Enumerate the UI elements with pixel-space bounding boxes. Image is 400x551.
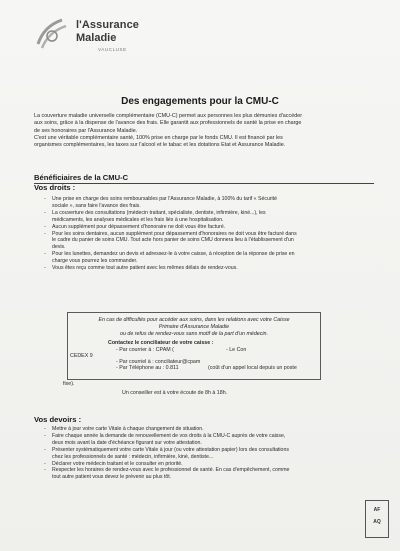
intro-line: organismes complémentaires, les taxes sur l'alcool et le tabac et les dotations Etat et Assurance Maladie. <box>34 142 286 149</box>
logo-line2: Maladie <box>76 32 117 44</box>
intro-line: aux soins, grâce à la dispense de l'avance des frais. Elle garantit aux professionnels de santé la prise en charge <box>34 120 302 127</box>
list-item: - Déclarer votre médecin traitant et le consulter en priorité. <box>44 461 366 468</box>
list-item: - Une prise en charge des soins remboursables par l'Assurance Maladie, à 100% du tarif « Sécurité sociale », sans faire l'avance des frais. <box>44 196 366 210</box>
logo-line1: l'Assurance <box>76 19 140 31</box>
box-line3: ou de refus de rendez-vous sans motif de la part d'un médecin. <box>120 331 268 337</box>
assurance-maladie-emblem-icon <box>32 14 74 54</box>
vos-droits-heading: Vos droits : <box>34 183 76 192</box>
afaq-badge <box>365 500 389 538</box>
intro-line: C'est une véritable complémentaire santé, 100% prise en charge par le fonds CMU. Il est financé par les <box>34 134 283 141</box>
contact-courriel[interactable]: - Par courriel à : conciliateur@cpam <box>116 359 201 365</box>
list-item: - Aucun supplément pour dépassement d'honoraire ne doit vous être facturé. <box>44 224 366 231</box>
list-item: - Vous êtes reçu comme tout autre patient avec les mêmes délais de rendez-vous. <box>44 265 366 272</box>
list-item: - Faire chaque année la demande de renouvellement de vos droits à la CMU-C auprès de votre caisse, deux mois avant la date d'échéance figurant sur votre attestation. <box>44 433 366 447</box>
beneficiaires-heading: Bénéficiaires de la CMU-C <box>34 173 374 184</box>
list-item: - Pour les lunettes, demandez un devis et adressez-le à votre caisse, à réception de la réponse de prise en charge vous pourrez les commander. <box>44 251 366 265</box>
contact-cedex: CEDEX 9 <box>70 353 93 359</box>
list-item: - Mettre à jour votre carte Vitale à chaque changement de situation. <box>44 426 366 433</box>
contact-courrier-right: - Le Con <box>226 347 247 353</box>
devoirs-list <box>44 426 366 481</box>
contact-courrier: - Par courrier à : CPAM ( <box>116 347 174 353</box>
badge-line1: AF <box>373 507 381 513</box>
vos-devoirs-heading: Vos devoirs : <box>34 415 82 424</box>
droits-list <box>44 196 366 272</box>
list-item: - La couverture des consultations (médecin traitant, spécialiste, dentiste, infirmière, kiné...), les médicaments, les analyses médicales et les frais liés à une hospitalisation. <box>44 210 366 224</box>
box-line1: En cas de difficultés pour accéder aux soins, dans les relations avec votre Caisse <box>98 317 290 323</box>
intro-line: La couverture maladie universelle complémentaire (CMU-C) permet aux personnes les plus démunies d'accéder <box>34 113 302 119</box>
assurance-maladie-logo <box>32 14 152 58</box>
conciliateur-box <box>67 312 321 380</box>
contact-hours: Un conseiller est à votre écoute de 8h à 18h. <box>122 390 228 396</box>
list-item: - Pour les soins dentaires, aucun supplément pour dépassement d'honoraires ne doit vous être facturé dans le cadre du panier de soins CMU. Tout acte hors panier de soins CMU donnera lieu à l'établissement d'un devis. <box>44 231 366 252</box>
page-title: Des engagements pour la CMU-C <box>121 96 279 107</box>
intro-line: de ses honoraires par l'Assurance Maladie. <box>34 127 138 134</box>
list-item: - Respecter les horaires de rendez-vous avec le professionnel de santé. En cas d'empêchement, comme tout autre patient vous devez le prévenir au plus tôt. <box>44 467 366 481</box>
box-line2: Primaire d'Assurance Maladie <box>158 324 230 330</box>
contact-fixe: fixe). <box>63 381 75 387</box>
badge-line2: AQ <box>373 519 381 525</box>
list-item: - Présenter systématiquement votre carte Vitale à jour (ou votre attestation papier) lors des consultations chez les professionnels de santé : médecin, infirmière, kiné, dentiste... <box>44 447 366 461</box>
contact-telephone: - Par Téléphone au : 0.811 <box>116 365 179 371</box>
contact-heading: Contactez le conciliateur de votre caisse : <box>108 340 214 346</box>
contact-telephone-note: (coût d'un appel local depuis un poste <box>208 365 297 371</box>
logo-subtitle: VAUCLUSE <box>98 47 127 52</box>
intro-paragraph <box>34 113 370 149</box>
